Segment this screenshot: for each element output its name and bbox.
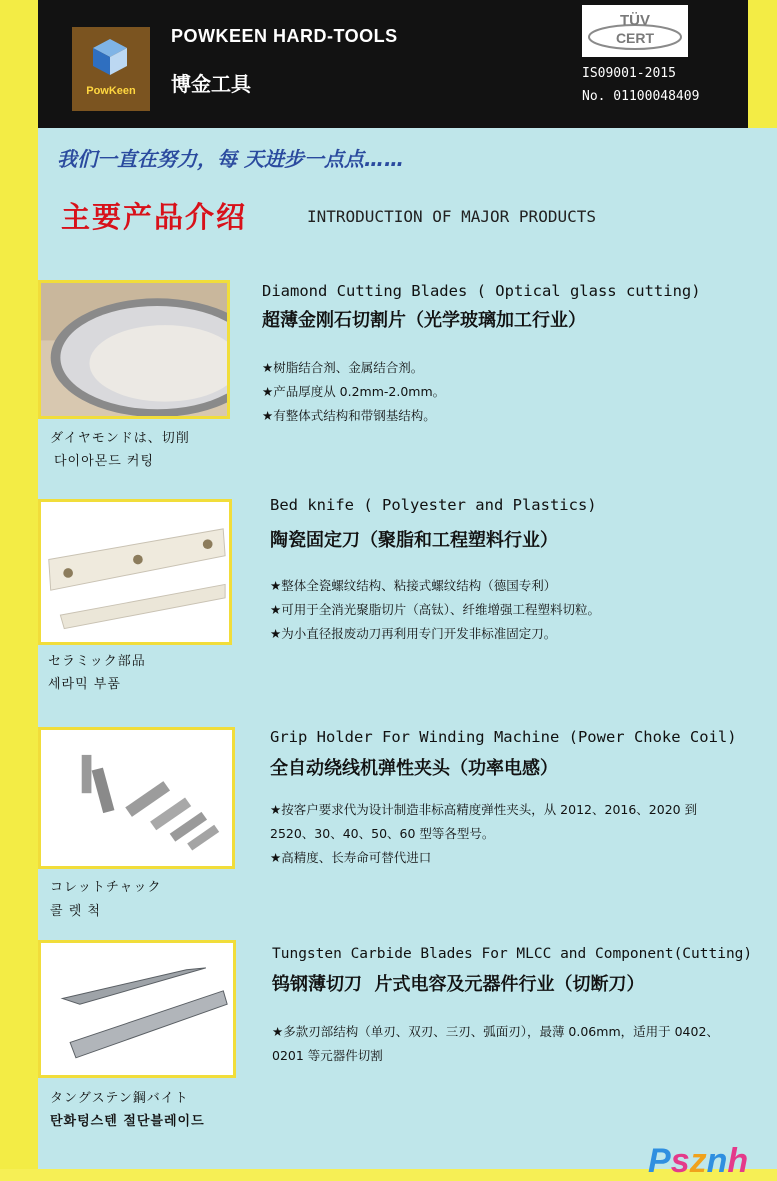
feature-item: 0201 等元器件切割 xyxy=(272,1048,383,1063)
watermark-letter: P xyxy=(648,1142,671,1180)
caption-kr: 콜 렛 척 xyxy=(50,904,101,919)
yellow-margin-left xyxy=(0,0,38,1169)
product-title-en: Grip Holder For Winding Machine (Power Choke Coil) xyxy=(270,728,737,746)
product-photo-diamond-blade xyxy=(38,280,230,419)
company-name-cn: 博金工具 xyxy=(171,72,251,96)
product-title-en: Bed knife ( Polyester and Plastics) xyxy=(270,496,597,514)
cube-logo-icon xyxy=(90,37,130,77)
caption-kr: 다이아몬드 커팅 xyxy=(54,454,155,469)
feature-item: 2520、30、40、50、60 型等各型号。 xyxy=(270,826,495,841)
product-title-en: Tungsten Carbide Blades For MLCC and Component(Cutting) xyxy=(272,946,753,962)
feature-item: ★树脂结合剂、金属结合剂。 xyxy=(262,360,424,375)
watermark-letter: z xyxy=(689,1142,707,1180)
product-features xyxy=(262,356,445,428)
product-title-en: Diamond Cutting Blades ( Optical glass cutting) xyxy=(262,282,701,300)
feature-item: ★有整体式结构和带钢基结构。 xyxy=(262,408,436,423)
caption-jp: タングステン鋼バイト xyxy=(50,1091,189,1106)
company-name-en: POWKEEN HARD-TOOLS xyxy=(171,26,398,46)
caption-kr: 탄화텅스텐 절단블레이드 xyxy=(50,1114,205,1129)
caption-jp: ダイヤモンドは、切削 xyxy=(50,431,190,446)
product-features xyxy=(270,574,600,646)
feature-item: ★高精度、长寿命可替代进口 xyxy=(270,850,432,865)
logo-text: PowKeen xyxy=(86,85,136,97)
product-photo-collet-chuck xyxy=(38,727,235,869)
feature-item: ★可用于全消光聚脂切片（高钛）、纤维增强工程塑料切粒。 xyxy=(270,602,600,617)
feature-item: ★整体全瓷螺纹结构、粘接式螺纹结构（德国专利） xyxy=(270,578,557,593)
product-features xyxy=(270,798,697,870)
product-title-cn: 陶瓷固定刀（聚脂和工程塑料行业） xyxy=(270,530,558,551)
product-title-cn: 超薄金刚石切割片（光学玻璃加工行业） xyxy=(262,310,586,331)
cert-bottom-text: CERT xyxy=(615,30,655,46)
feature-item: ★多款刃部结构（单刃、双刃、三刃、弧面刃），最薄 0.06mm，适用于 0402、 xyxy=(272,1024,719,1039)
feature-item: ★产品厚度从 0.2mm-2.0mm。 xyxy=(262,384,446,399)
cert-top-text: TÜV xyxy=(620,12,650,29)
caption-kr: 세라믹 부품 xyxy=(48,677,121,692)
product-title-cn: 钨钢薄切刀 片式电容及元器件行业（切断刀） xyxy=(272,974,645,995)
yellow-margin-right xyxy=(748,0,777,128)
product-title-cn: 全自动绕线机弹性夹头（功率电感） xyxy=(270,758,558,779)
section-title-en: INTRODUCTION OF MAJOR PRODUCTS xyxy=(307,207,596,226)
cert-number: No. 01100048409 xyxy=(582,89,700,104)
watermark-letter: s xyxy=(670,1142,690,1180)
feature-item: ★按客户要求代为设计制造非标高精度弹性夹头，从 2012、2016、2020 到 xyxy=(270,802,698,817)
section-title-cn: 主要产品介绍 xyxy=(61,200,248,234)
product-photo-tungsten-blade xyxy=(38,940,236,1078)
caption-jp: セラミック部品 xyxy=(48,654,146,669)
watermark xyxy=(648,1142,748,1181)
caption-jp: コレットチャック xyxy=(50,880,162,895)
tuv-cert-badge xyxy=(582,5,688,57)
slogan: 我们一直在努力，每 天进步一点点…… xyxy=(57,147,404,171)
watermark-letter: h xyxy=(727,1142,749,1180)
company-logo xyxy=(72,27,150,111)
feature-item: ★为小直径报废动刀再利用专门开发非标准固定刀。 xyxy=(270,626,557,641)
product-features xyxy=(272,1020,719,1068)
watermark-letter: n xyxy=(706,1142,728,1180)
product-photo-ceramic-bed-knife xyxy=(38,499,232,645)
iso-standard: IS09001-2015 xyxy=(582,66,676,81)
